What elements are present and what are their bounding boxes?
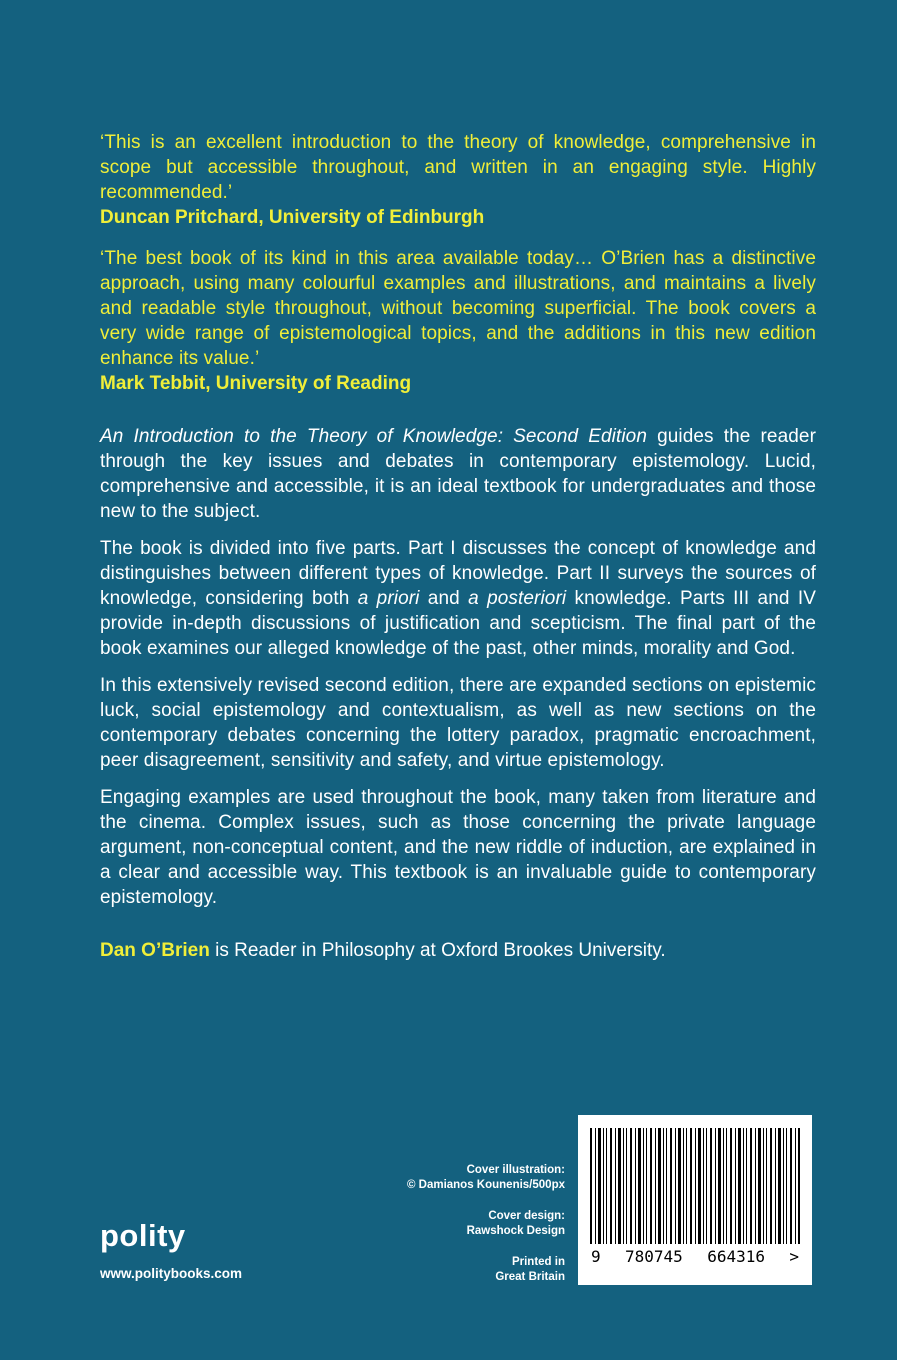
cover-design-value: Rawshock Design xyxy=(466,1225,565,1237)
quote-1-attribution: Duncan Pritchard, University of Edinburgh xyxy=(100,207,485,228)
a-posteriori-term: a posteriori xyxy=(468,588,567,609)
polity-logo: polity xyxy=(100,1218,186,1253)
synopsis-paragraph-2-text-a: The book is divided into five parts. Part I discusses the concept of knowledge and distinguishes between different types of knowledge. Part II surveys the sources of knowledge, considering both xyxy=(100,538,816,609)
synopsis-paragraph-2-text-c: knowledge. Parts III and IV provide in-depth discussions of justification and scepticism. The final part of the book examines our alleged knowledge of the past, other minds, morality and God. xyxy=(100,588,816,659)
synopsis-paragraph-1-text: guides the reader through the key issues and debates in contemporary epistemology. Lucid, comprehensive and accessible, it is an ideal textbook for undergraduates and those new to the subject. xyxy=(100,426,816,522)
publisher-url: www.politybooks.com xyxy=(100,1266,243,1281)
cover-illustration-value: © Damianos Kounenis/500px xyxy=(406,1179,565,1191)
credit-cover-design xyxy=(407,1209,565,1239)
author-bio-text: is Reader in Philosophy at Oxford Brookes University. xyxy=(209,940,666,961)
credit-printed-in xyxy=(407,1255,565,1285)
isbn-number xyxy=(590,1247,800,1266)
synopsis-paragraph-2-text-b: and xyxy=(419,588,469,609)
quote-1-text: ‘This is an excellent introduction to the theory of knowledge, comprehensive in scope but accessible throughout, and written in an engaging style. Highly recommended.’ xyxy=(100,132,816,203)
synopsis-paragraph-1 xyxy=(100,424,816,524)
printed-in-line-1: Printed in xyxy=(511,1256,565,1268)
barcode-bars xyxy=(590,1128,800,1244)
synopsis-paragraph-4: Engaging examples are used throughout the book, many taken from literature and the cinema. Complex issues, such as those concerning the private language argument, non-conceptual content, and the new riddle of induction, are explained in a clear and accessible way. This textbook is an invaluable guide to contemporary epistemology. xyxy=(100,787,816,908)
barcode xyxy=(578,1115,812,1285)
isbn-group-2: 664316 xyxy=(707,1247,765,1266)
cover-text-block xyxy=(100,130,816,963)
credit-cover-illustration xyxy=(407,1163,565,1193)
isbn-suffix: > xyxy=(789,1247,799,1266)
endorsement-quote-1 xyxy=(100,130,816,230)
endorsement-quote-2 xyxy=(100,246,816,396)
author-line xyxy=(100,938,816,963)
quote-2-text: ‘The best book of its kind in this area available today… O’Brien has a distinctive approach, using many colourful examples and illustrations, and maintains a lively and readable style throughout, without becoming superficial. The book covers a very wide range of epistemological topics, and the additions in this new edition enhance its value.’ xyxy=(100,248,816,369)
cover-design-label: Cover design: xyxy=(488,1210,565,1222)
credits-block xyxy=(407,1163,565,1285)
synopsis-paragraph-2 xyxy=(100,536,816,661)
cover-illustration-label: Cover illustration: xyxy=(466,1164,565,1176)
book-title: An Introduction to the Theory of Knowledge: Second Edition xyxy=(100,426,648,447)
printed-in-line-2: Great Britain xyxy=(495,1271,565,1283)
isbn-group-1: 780745 xyxy=(625,1247,683,1266)
author-name: Dan O’Brien xyxy=(100,940,210,961)
synopsis-paragraph-3: In this extensively revised second edition, there are expanded sections on epistemic luck, social epistemology and contextualism, as well as new sections on the contemporary debates concerning the lottery paradox, pragmatic encroachment, peer disagreement, sensitivity and safety, and virtue epistemology. xyxy=(100,675,816,771)
quote-2-attribution: Mark Tebbit, University of Reading xyxy=(100,373,412,394)
isbn-digit-leading: 9 xyxy=(591,1247,601,1266)
a-priori-term: a priori xyxy=(357,588,420,609)
